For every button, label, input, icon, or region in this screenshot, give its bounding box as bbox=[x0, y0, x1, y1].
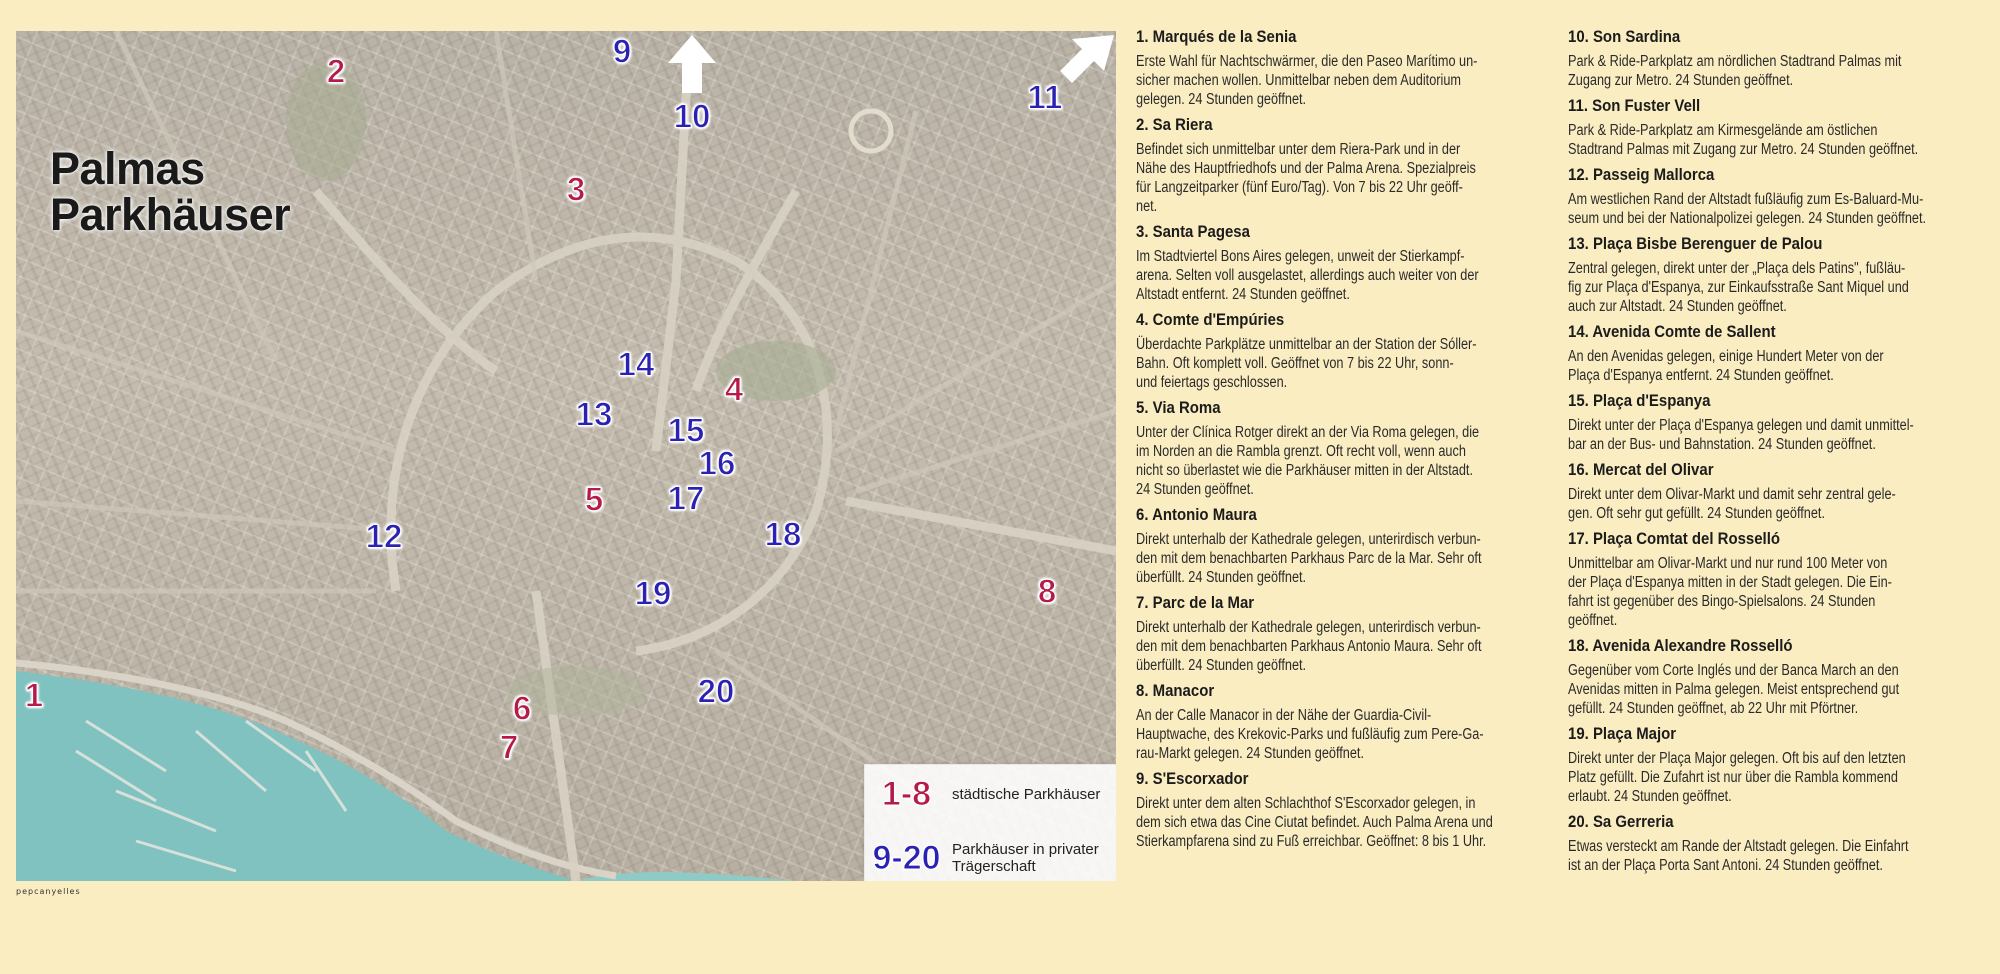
entry-text: An den Avenidas gelegen, einige Hundert Meter von der Plaça d'Espanya entfernt. 24 Stunden geöffnet. bbox=[1568, 348, 1884, 384]
marker-11[interactable]: 11 bbox=[1027, 78, 1063, 116]
marker-18[interactable]: 18 bbox=[764, 515, 802, 553]
entry-text: Direkt unter dem Olivar-Markt und damit sehr zentral gele- gen. Oft sehr gut gefüllt. 24 Stunden geöffnet. bbox=[1568, 486, 1896, 522]
marker-8[interactable]: 8 bbox=[1037, 572, 1057, 610]
entry-text: Park & Ride-Parkplatz am Kirmesgelände am östlichen Stadtrand Palmas mit Zugang zur Metro. 24 Stunden geöffnet. bbox=[1568, 122, 1919, 158]
entry-title: 14. Avenida Comte de Sallent bbox=[1568, 322, 1776, 341]
parking-entry-8 bbox=[1136, 680, 1538, 763]
legend-key-private: 9-20 bbox=[872, 839, 941, 877]
parking-entry-5 bbox=[1136, 397, 1538, 499]
parking-entry-11 bbox=[1568, 95, 1984, 159]
parking-entry-12 bbox=[1568, 164, 1984, 228]
entry-text: Park & Ride-Parkplatz am nördlichen Stadtrand Palmas mit Zugang zur Metro. 24 Stunden geöffnet. bbox=[1568, 53, 1902, 89]
marker-7[interactable]: 7 bbox=[499, 728, 519, 766]
parking-entry-19 bbox=[1568, 723, 1984, 806]
bullring bbox=[851, 111, 891, 151]
entry-title: 4. Comte d'Empúries bbox=[1136, 310, 1285, 329]
parking-entry-4 bbox=[1136, 309, 1538, 392]
parking-entry-1 bbox=[1136, 26, 1538, 109]
entry-text: Direkt unter der Plaça d'Espanya gelegen und damit unmittel- bar an der Bus- und Bahnstation. 24 Stunden geöffnet. bbox=[1568, 417, 1914, 453]
parking-entry-7 bbox=[1136, 592, 1538, 675]
marker-17[interactable]: 17 bbox=[667, 479, 705, 517]
entry-text: Direkt unterhalb der Kathedrale gelegen, unterirdisch verbun- den mit dem benachbarten Parkhaus Antonio Maura. Sehr oft überfüllt. 24 Stunden geöffnet. bbox=[1136, 619, 1482, 674]
entry-title: 9. S'Escorxador bbox=[1136, 769, 1249, 788]
entry-text: An der Calle Manacor in der Nähe der Guardia-Civil- Hauptwache, des Krekovic-Parks und fußläufig zum Pere-Ga- rau-Markt gelegen. 24 Stunden geöffnet. bbox=[1136, 707, 1484, 762]
entry-title: 6. Antonio Maura bbox=[1136, 505, 1257, 524]
parking-entry-18 bbox=[1568, 635, 1984, 718]
entry-title: 19. Plaça Major bbox=[1568, 724, 1677, 743]
arrow-north-icon bbox=[668, 35, 716, 93]
entry-text: Unter der Clínica Rotger direkt an der Via Roma gelegen, die im Norden an die Rambla grenzt. Oft recht voll, wenn auch nicht so überlastet wie die Parkhäuser mitten in der Altstadt. 24 Stunden geöffnet. bbox=[1136, 424, 1480, 498]
entry-title: 3. Santa Pagesa bbox=[1136, 222, 1250, 241]
entry-title: 1. Marqués de la Senia bbox=[1136, 27, 1297, 46]
entry-title: 10. Son Sardina bbox=[1568, 27, 1681, 46]
marker-2[interactable]: 2 bbox=[326, 52, 346, 90]
legend-text-city: städtische Parkhäuser bbox=[952, 785, 1101, 803]
entry-text: Zentral gelegen, direkt unter der „Plaça dels Patins", fußläu- fig zur Plaça d'Espanya, zur Einkaufsstraße Sant Miquel und auch zur Altstadt. 24 Stunden geöffnet. bbox=[1568, 260, 1909, 315]
map-title-line-1: Palmas bbox=[50, 143, 205, 194]
legend-text-private: Parkhäuser in privater Trägerschaft bbox=[952, 841, 1099, 875]
entry-text: Am westlichen Rand der Altstadt fußläufig zum Es-Baluard-Mu- seum und bei der Nationalpolizei gelegen. 24 Stunden geöffnet. bbox=[1568, 191, 1927, 227]
entry-title: 20. Sa Gerreria bbox=[1568, 812, 1674, 831]
parking-entry-17 bbox=[1568, 528, 1984, 630]
marker-3[interactable]: 3 bbox=[566, 170, 586, 208]
marker-19[interactable]: 19 bbox=[634, 574, 672, 612]
entry-text: Befindet sich unmittelbar unter dem Riera-Park und in der Nähe des Hauptfriedhofs und der Palma Arena. Spezialpreis für Langzeitparker (fünf Euro/Tag). Von 7 bis 22 Uhr geöff- net. bbox=[1136, 141, 1476, 215]
marker-10[interactable]: 10 bbox=[673, 97, 711, 135]
marker-1[interactable]: 1 bbox=[24, 676, 44, 714]
entry-title: 5. Via Roma bbox=[1136, 398, 1221, 417]
parking-entry-16 bbox=[1568, 459, 1984, 523]
entry-text: Etwas versteckt am Rande der Altstadt gelegen. Die Einfahrt ist an der Plaça Porta Sant Antoni. 24 Stunden geöffnet. bbox=[1568, 838, 1909, 874]
marker-15[interactable]: 15 bbox=[667, 411, 705, 449]
marker-5[interactable]: 5 bbox=[584, 480, 604, 518]
map-title-line-2: Parkhäuser bbox=[50, 189, 291, 240]
entry-text: Erste Wahl für Nachtschwärmer, die den Paseo Marítimo un- sicher machen wollen. Unmittelbar neben dem Auditorium gelegen. 24 Stunden geöffnet. bbox=[1136, 53, 1478, 108]
entry-title: 16. Mercat del Olivar bbox=[1568, 460, 1714, 479]
entry-title: 17. Plaça Comtat del Rosselló bbox=[1568, 529, 1781, 548]
marker-4[interactable]: 4 bbox=[724, 370, 744, 408]
parking-entry-2 bbox=[1136, 114, 1538, 216]
entry-title: 18. Avenida Alexandre Rosselló bbox=[1568, 636, 1793, 655]
parking-entry-9 bbox=[1136, 768, 1538, 851]
entry-title: 13. Plaça Bisbe Berenguer de Palou bbox=[1568, 234, 1823, 253]
entry-text: Im Stadtviertel Bons Aires gelegen, unweit der Stierkampf- arena. Selten voll ausgelastet, allerdings auch weiter von der Altstadt entfernt. 24 Stunden geöffnet. bbox=[1136, 248, 1479, 303]
entry-title: 2. Sa Riera bbox=[1136, 115, 1213, 134]
entry-title: 8. Manacor bbox=[1136, 681, 1215, 700]
marker-20[interactable]: 20 bbox=[697, 672, 735, 710]
entry-title: 15. Plaça d'Espanya bbox=[1568, 391, 1711, 410]
entry-text: Direkt unterhalb der Kathedrale gelegen, unterirdisch verbun- den mit dem benachbarten Parkhaus Parc de la Mar. Sehr oft überfüllt. 24 Stunden geöffnet. bbox=[1136, 531, 1482, 586]
entry-title: 12. Passeig Mallorca bbox=[1568, 165, 1715, 184]
marker-12[interactable]: 12 bbox=[365, 517, 403, 555]
legend-row-city bbox=[865, 777, 1116, 811]
parking-entry-3 bbox=[1136, 221, 1538, 304]
parking-entry-6 bbox=[1136, 504, 1538, 587]
map-legend bbox=[864, 764, 1116, 881]
parking-list-column-1 bbox=[1136, 26, 1538, 856]
photo-credit: pepcanyelles bbox=[16, 887, 81, 896]
marker-16[interactable]: 16 bbox=[698, 444, 736, 482]
entry-text: Gegenüber vom Corte Inglés und der Banca March an den Avenidas mitten in Palma gelegen. Meist entsprechend gut gefüllt. 24 Stunden geöffnet, ab 22 Uhr mit Pförtner. bbox=[1568, 662, 1900, 717]
parking-entry-15 bbox=[1568, 390, 1984, 454]
marker-9[interactable]: 9 bbox=[612, 32, 632, 70]
entry-text: Unmittelbar am Olivar-Markt und nur rund 100 Meter von der Plaça d'Espanya mitten in der Stadt gelegen. Die Ein- fahrt ist gegenüber des Bingo-Spielsalons. 24 Stunden geöffnet. bbox=[1568, 555, 1892, 629]
legend-row-private bbox=[865, 841, 1116, 875]
parking-entry-14 bbox=[1568, 321, 1984, 385]
parking-entry-13 bbox=[1568, 233, 1984, 316]
aerial-map bbox=[16, 31, 1116, 881]
parking-entry-10 bbox=[1568, 26, 1984, 90]
map-title bbox=[50, 143, 291, 240]
entry-text: Direkt unter der Plaça Major gelegen. Oft bis auf den letzten Platz gefüllt. Die Zufahrt ist nur über die Rambla kommend erlaubt. 24 Stunden geöffnet. bbox=[1568, 750, 1906, 805]
entry-text: Direkt unter dem alten Schlachthof S'Escorxador gelegen, in dem sich etwa das Cine Ciutat befindet. Auch Palma Arena und Stierkampfarena sind zu Fuß erreichbar. Geöffnet: 8 bis 1 Uhr. bbox=[1136, 795, 1493, 850]
marker-14[interactable]: 14 bbox=[617, 345, 655, 383]
marker-6[interactable]: 6 bbox=[512, 689, 532, 727]
arrow-northeast-icon bbox=[1060, 35, 1114, 83]
parking-entry-20 bbox=[1568, 811, 1984, 875]
entry-title: 11. Son Fuster Vell bbox=[1568, 96, 1701, 115]
sea bbox=[16, 671, 576, 881]
entry-text: Überdachte Parkplätze unmittelbar an der Station der Sóller- Bahn. Oft komplett voll. Geöffnet von 7 bis 22 Uhr, sonn- und feiertags geschlossen. bbox=[1136, 336, 1477, 391]
parking-list-column-2 bbox=[1568, 26, 1984, 880]
legend-key-city: 1-8 bbox=[881, 775, 932, 813]
marker-13[interactable]: 13 bbox=[575, 395, 613, 433]
entry-title: 7. Parc de la Mar bbox=[1136, 593, 1255, 612]
